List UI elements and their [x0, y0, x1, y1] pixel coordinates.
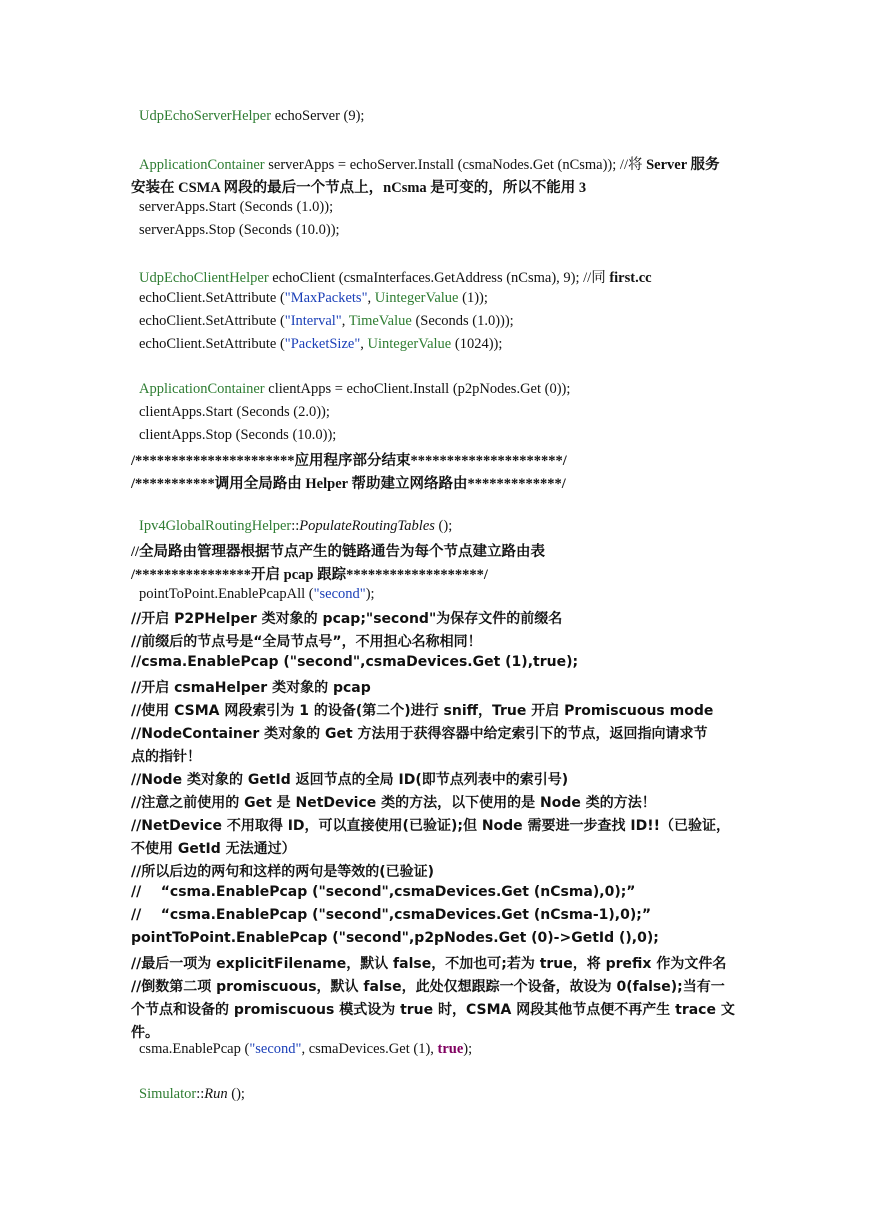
comment-line: 点的指针！: [131, 749, 201, 765]
comment-line: 件。: [131, 1025, 159, 1041]
code-line: serverApps.Stop (Seconds (10.0));: [139, 222, 340, 238]
code-line: pointToPoint.EnablePcapAll ("second");: [139, 586, 375, 602]
comment-line: //所以后边的两句和这样的两句是等效的(已验证): [131, 864, 435, 880]
code-line: echoClient.SetAttribute ("PacketSize", UintegerValue (1024));: [139, 336, 503, 352]
comment-line: 个节点和设备的 promiscuous 模式设为 true 时，CSMA 网段其他节点便不再产生 trace 文: [131, 1002, 735, 1018]
comment-line: //NodeContainer 类对象的 Get 方法用于获得容器中给定索引下的节点，返回指向请求节: [131, 726, 708, 742]
code-line: clientApps.Start (Seconds (2.0));: [139, 404, 330, 420]
code-comment-line: //全局路由管理器根据节点产生的链路通告为每个节点建立路由表: [131, 544, 546, 560]
code-comment-line: 安装在 CSMA 网段的最后一个节点上，nCsma 是可变的，所以不能用 3: [131, 180, 587, 196]
code-line: ApplicationContainer serverApps = echoServer.Install (csmaNodes.Get (nCsma)); //将 Server 服务: [139, 157, 720, 173]
code-line: UdpEchoServerHelper echoServer (9);: [139, 108, 365, 124]
comment-line: //NetDevice 不用取得 ID，可以直接使用(已验证);但 Node 需要进一步查找 ID!!（已验证，: [131, 818, 731, 834]
code-line: ApplicationContainer clientApps = echoClient.Install (p2pNodes.Get (0));: [139, 381, 571, 397]
comment-line: //开启 csmaHelper 类对象的 pcap: [131, 680, 371, 696]
code-line: Ipv4GlobalRoutingHelper::PopulateRoutingTables ();: [139, 518, 453, 534]
comment-line: //前缀后的节点号是“全局节点号”，不用担心名称相同！: [131, 634, 482, 650]
code-line: pointToPoint.EnablePcap ("second",p2pNodes.Get (0)->GetId (),0);: [131, 930, 659, 946]
code-line: echoClient.SetAttribute ("MaxPackets", UintegerValue (1));: [139, 290, 488, 306]
comment-line: //最后一项为 explicitFilename，默认 false，不加也可;若为 true，将 prefix 作为文件名: [131, 956, 727, 972]
comment-line: //使用 CSMA 网段索引为 1 的设备(第二个)进行 sniff，True 开启 Promiscuous mode: [131, 703, 714, 719]
section-divider-comment: /**********************应用程序部分结束*********************/: [131, 453, 567, 469]
comment-line: // “csma.EnablePcap ("second",csmaDevices.Get (nCsma-1),0);”: [131, 907, 652, 923]
code-line: Simulator::Run ();: [139, 1086, 245, 1102]
comment-line: //csma.EnablePcap ("second",csmaDevices.Get (1),true);: [131, 654, 579, 670]
code-line: csma.EnablePcap ("second", csmaDevices.Get (1), true);: [139, 1041, 473, 1057]
code-line: clientApps.Stop (Seconds (10.0));: [139, 427, 337, 443]
comment-line: //Node 类对象的 GetId 返回节点的全局 ID(即节点列表中的索引号): [131, 772, 569, 788]
code-line: serverApps.Start (Seconds (1.0));: [139, 199, 334, 215]
comment-line: //开启 P2PHelper 类对象的 pcap;"second"为保存文件的前缀名: [131, 611, 563, 627]
section-divider-comment: /****************开启 pcap 跟踪*******************/: [131, 567, 488, 583]
comment-line: //注意之前使用的 Get 是 NetDevice 类的方法，以下使用的是 Node 类的方法！: [131, 795, 656, 811]
comment-line: //倒数第二项 promiscuous，默认 false，此处仅想跟踪一个设备，故设为 0(false);当有一: [131, 979, 725, 995]
comment-line: 不使用 GetId 无法通过）: [131, 841, 296, 857]
code-line: UdpEchoClientHelper echoClient (csmaInterfaces.GetAddress (nCsma), 9); //同 first.cc: [139, 270, 652, 286]
section-divider-comment: /***********调用全局路由 Helper 帮助建立网络路由*************/: [131, 476, 566, 492]
comment-line: // “csma.EnablePcap ("second",csmaDevices.Get (nCsma),0);”: [131, 884, 636, 900]
code-line: echoClient.SetAttribute ("Interval", TimeValue (Seconds (1.0)));: [139, 313, 514, 329]
